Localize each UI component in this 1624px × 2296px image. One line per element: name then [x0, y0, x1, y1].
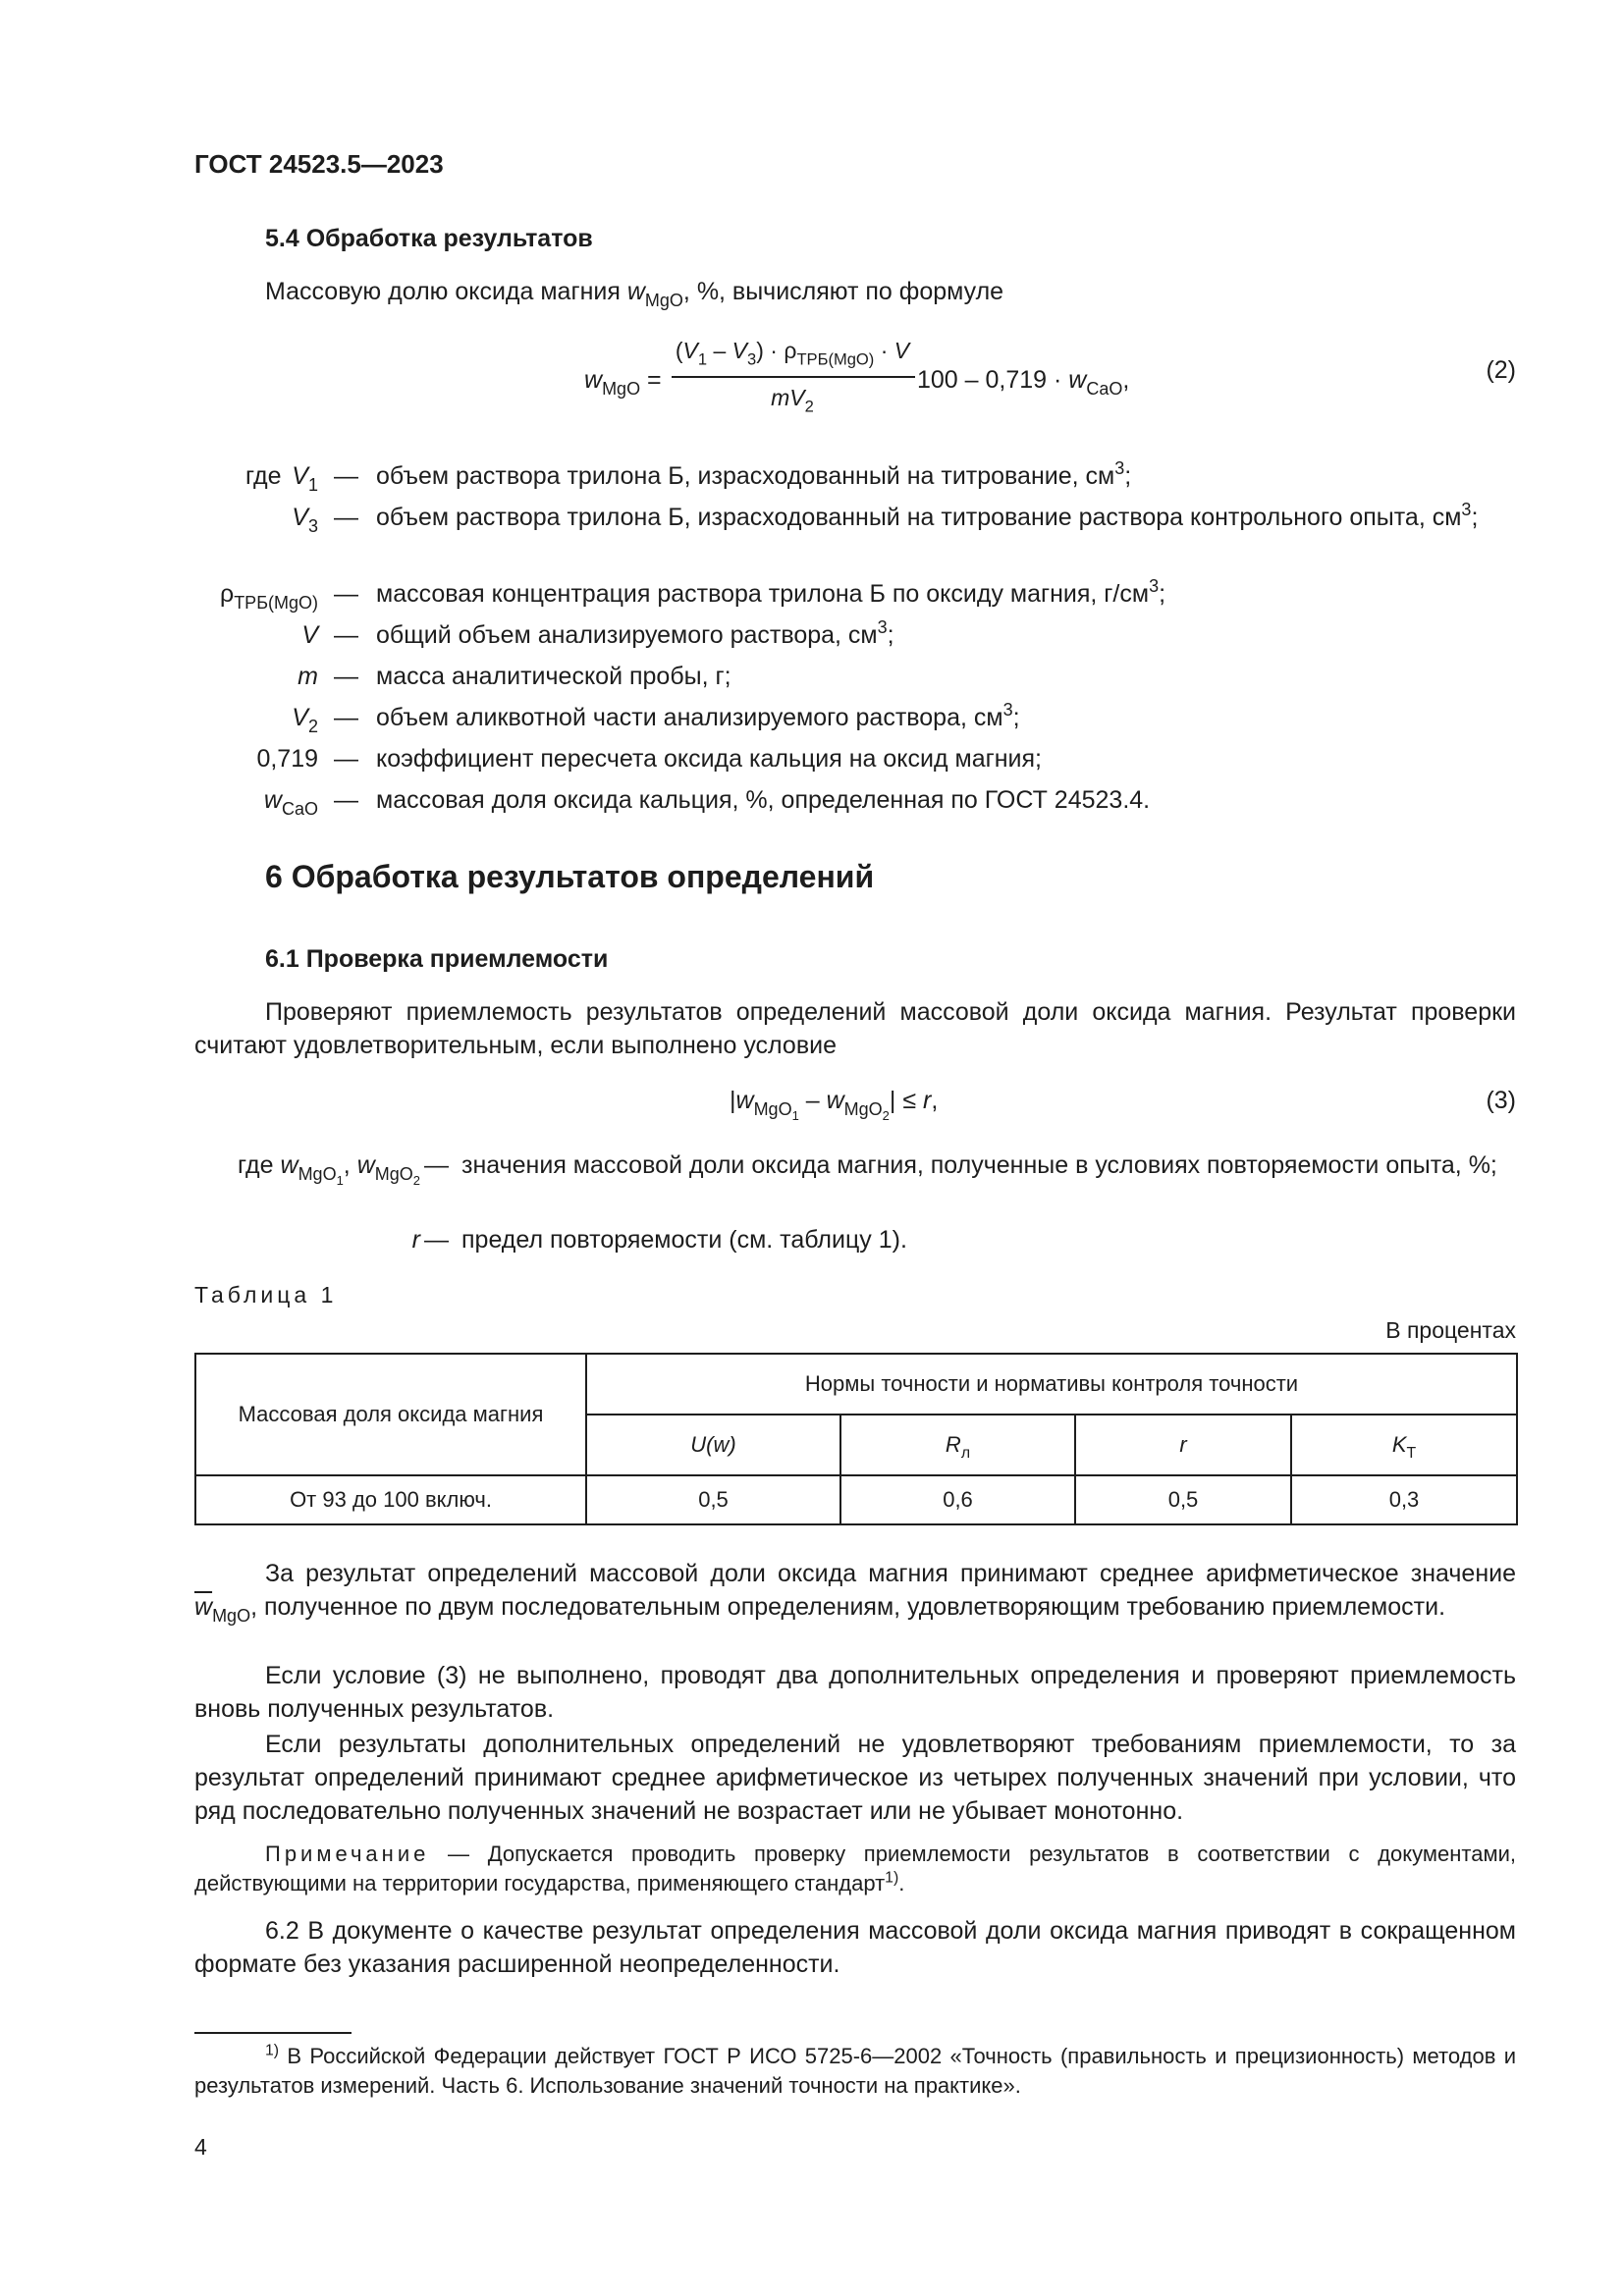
where-text: объем раствора трилона Б, израсходованный на титрование раствора контрольного опыта, $см^3$; [376, 500, 1479, 531]
condition-not-met-paragraph: Если условие (3) не выполнено, проводят два дополнительных определения и проверяют приемлемость вновь полученных результатов. [194, 1662, 1516, 1723]
table-cell: От 93 до 100 включ. [195, 1475, 586, 1524]
where-text: объем раствора трилона Б, израсходованный на титрование, $см^3$; [376, 458, 1132, 490]
where-text: общий объем анализируемого раствора, $см^3$; [376, 617, 894, 649]
where-symbol: m [298, 663, 318, 690]
where-symbol: 0,719 [256, 745, 318, 773]
section-6-2-paragraph: 6.2 В документе о качестве результат определения массовой доли оксида магния приводят в сокращенном формате без указания расширенной неопределенности. [194, 1917, 1516, 1978]
section-6-heading: 6 Обработка результатов определений [265, 859, 875, 894]
where-text: коэффициент пересчета оксида кальция на оксид магния; [376, 745, 1042, 773]
where-symbol: $V_2$ [292, 704, 318, 736]
note: Примечание — Допускается проводить проверку приемлемости результатов в соответствии с документами, действующими на территории государства, применяющего стандарт$^{1)}$. [194, 1842, 1516, 1896]
where-symbol: r [411, 1226, 420, 1254]
formula-2-numerator: $(V_1 - V_3) \cdot \rho_{ТРБ(MgO)} \cdot V$ [675, 338, 910, 369]
condition-3-number: (3) [1486, 1087, 1516, 1114]
dash: — [334, 786, 358, 814]
table-cell: 0,6 [840, 1475, 1075, 1524]
formula-2-denominator: $mV_2$ [771, 385, 814, 416]
where-symbol: V [301, 621, 318, 649]
dash: — [334, 580, 358, 608]
table-row-header: Массовая доля оксида магния [195, 1354, 586, 1475]
result-paragraph: За результат определений массовой доли оксида магния принимают среднее арифметическое значение $\overline{w}_{MgO}$, полученное по двум последовательным определениям, удовлетворяющим требованию приемлемости. [194, 1560, 1516, 1626]
footnote-rule [194, 2032, 352, 2034]
table-col-header: $K_Т$ [1291, 1415, 1517, 1475]
table-row [195, 1475, 1517, 1524]
section-6-1-heading: 6.1 Проверка приемлемости [265, 945, 609, 973]
where-symbol: $V_3$ [292, 504, 318, 536]
table-group-header: Нормы точности и нормативы контроля точности [586, 1354, 1517, 1415]
formula-2-tail: $100 - 0,719 \cdot w_{CaO}$, [917, 366, 1130, 399]
condition-3: $|w_{MgO_1} - w_{MgO_2}| \le r$, [730, 1087, 939, 1123]
additional-determinations-paragraph: Если результаты дополнительных определений не удовлетворяют требованиям приемлемости, то за результат определений принимают среднее арифметическое из четырех полученных значений при условии, что ряд последовательно полученных значений не возрастает или не убывает монотонно. [194, 1731, 1516, 1825]
where-symbol: где $w_{MgO_1}$, $w_{MgO_2}$ [238, 1151, 420, 1188]
where-text: объем аликвотной части анализируемого раствора, $см^3$; [376, 700, 1020, 731]
dash: — [334, 462, 358, 490]
where-symbol: $V_1$ [292, 462, 318, 495]
table-units: В процентах [1385, 1317, 1516, 1343]
section-6-1-paragraph: Проверяют приемлемость результатов определений массовой доли оксида магния. Результат проверки считают удовлетворительным, если выполнено условие [194, 998, 1516, 1059]
document-title: ГОСТ 24523.5—2023 [194, 149, 444, 179]
dash: — [334, 704, 358, 731]
section-5-4-heading: 5.4 Обработка результатов [265, 225, 593, 252]
table-cell: 0,3 [1291, 1475, 1517, 1524]
dash: — [424, 1226, 449, 1254]
where-text: масса аналитической пробы, г; [376, 663, 731, 690]
table-col-header: r [1075, 1415, 1291, 1475]
table-1 [194, 1353, 1518, 1525]
dash: — [334, 504, 358, 531]
where-symbol: $w_{CaO}$ [263, 786, 318, 819]
where-symbol: $\rho_{ТРБ(MgO)}$ [219, 580, 318, 613]
dash: — [334, 745, 358, 773]
note-label: Примечание [265, 1842, 430, 1866]
dash: — [424, 1151, 449, 1179]
table-col-header: $R_л$ [840, 1415, 1075, 1475]
where-text: массовая концентрация раствора трилона Б по оксиду магния, $г/см^3$; [376, 576, 1166, 608]
formula-2-lhs: $w_{MgO}$ = [584, 366, 662, 399]
where-word: где [245, 462, 282, 490]
where-text: значения массовой доли оксида магния, полученные в условиях повторяемости опыта, %; [461, 1151, 1497, 1179]
footnote: $^{1)}$ В Российской Федерации действует ГОСТ Р ИСО 5725-6—2002 «Точность (правильность и прецизионность) методов и результатов измерений. Часть 6. Использование значений точности на практике». [194, 2042, 1516, 2098]
formula-2-number: (2) [1486, 356, 1516, 384]
where-text: предел повторяемости (см. таблицу 1). [461, 1226, 907, 1254]
where-text: массовая доля оксида кальция, %, определенная по ГОСТ 24523.4. [376, 786, 1151, 814]
dash: — [334, 663, 358, 690]
table-cell: 0,5 [586, 1475, 840, 1524]
table-label: Таблица 1 [194, 1282, 338, 1308]
page-number: 4 [194, 2134, 207, 2160]
table-cell: 0,5 [1075, 1475, 1291, 1524]
section-5-4-intro: Массовую долю оксида магния $w_{MgO}$, %, вычисляют по формуле [265, 278, 1004, 310]
table-col-header: U(w) [586, 1415, 840, 1475]
dash: — [334, 621, 358, 649]
formula-2-fraction-bar [672, 376, 915, 378]
